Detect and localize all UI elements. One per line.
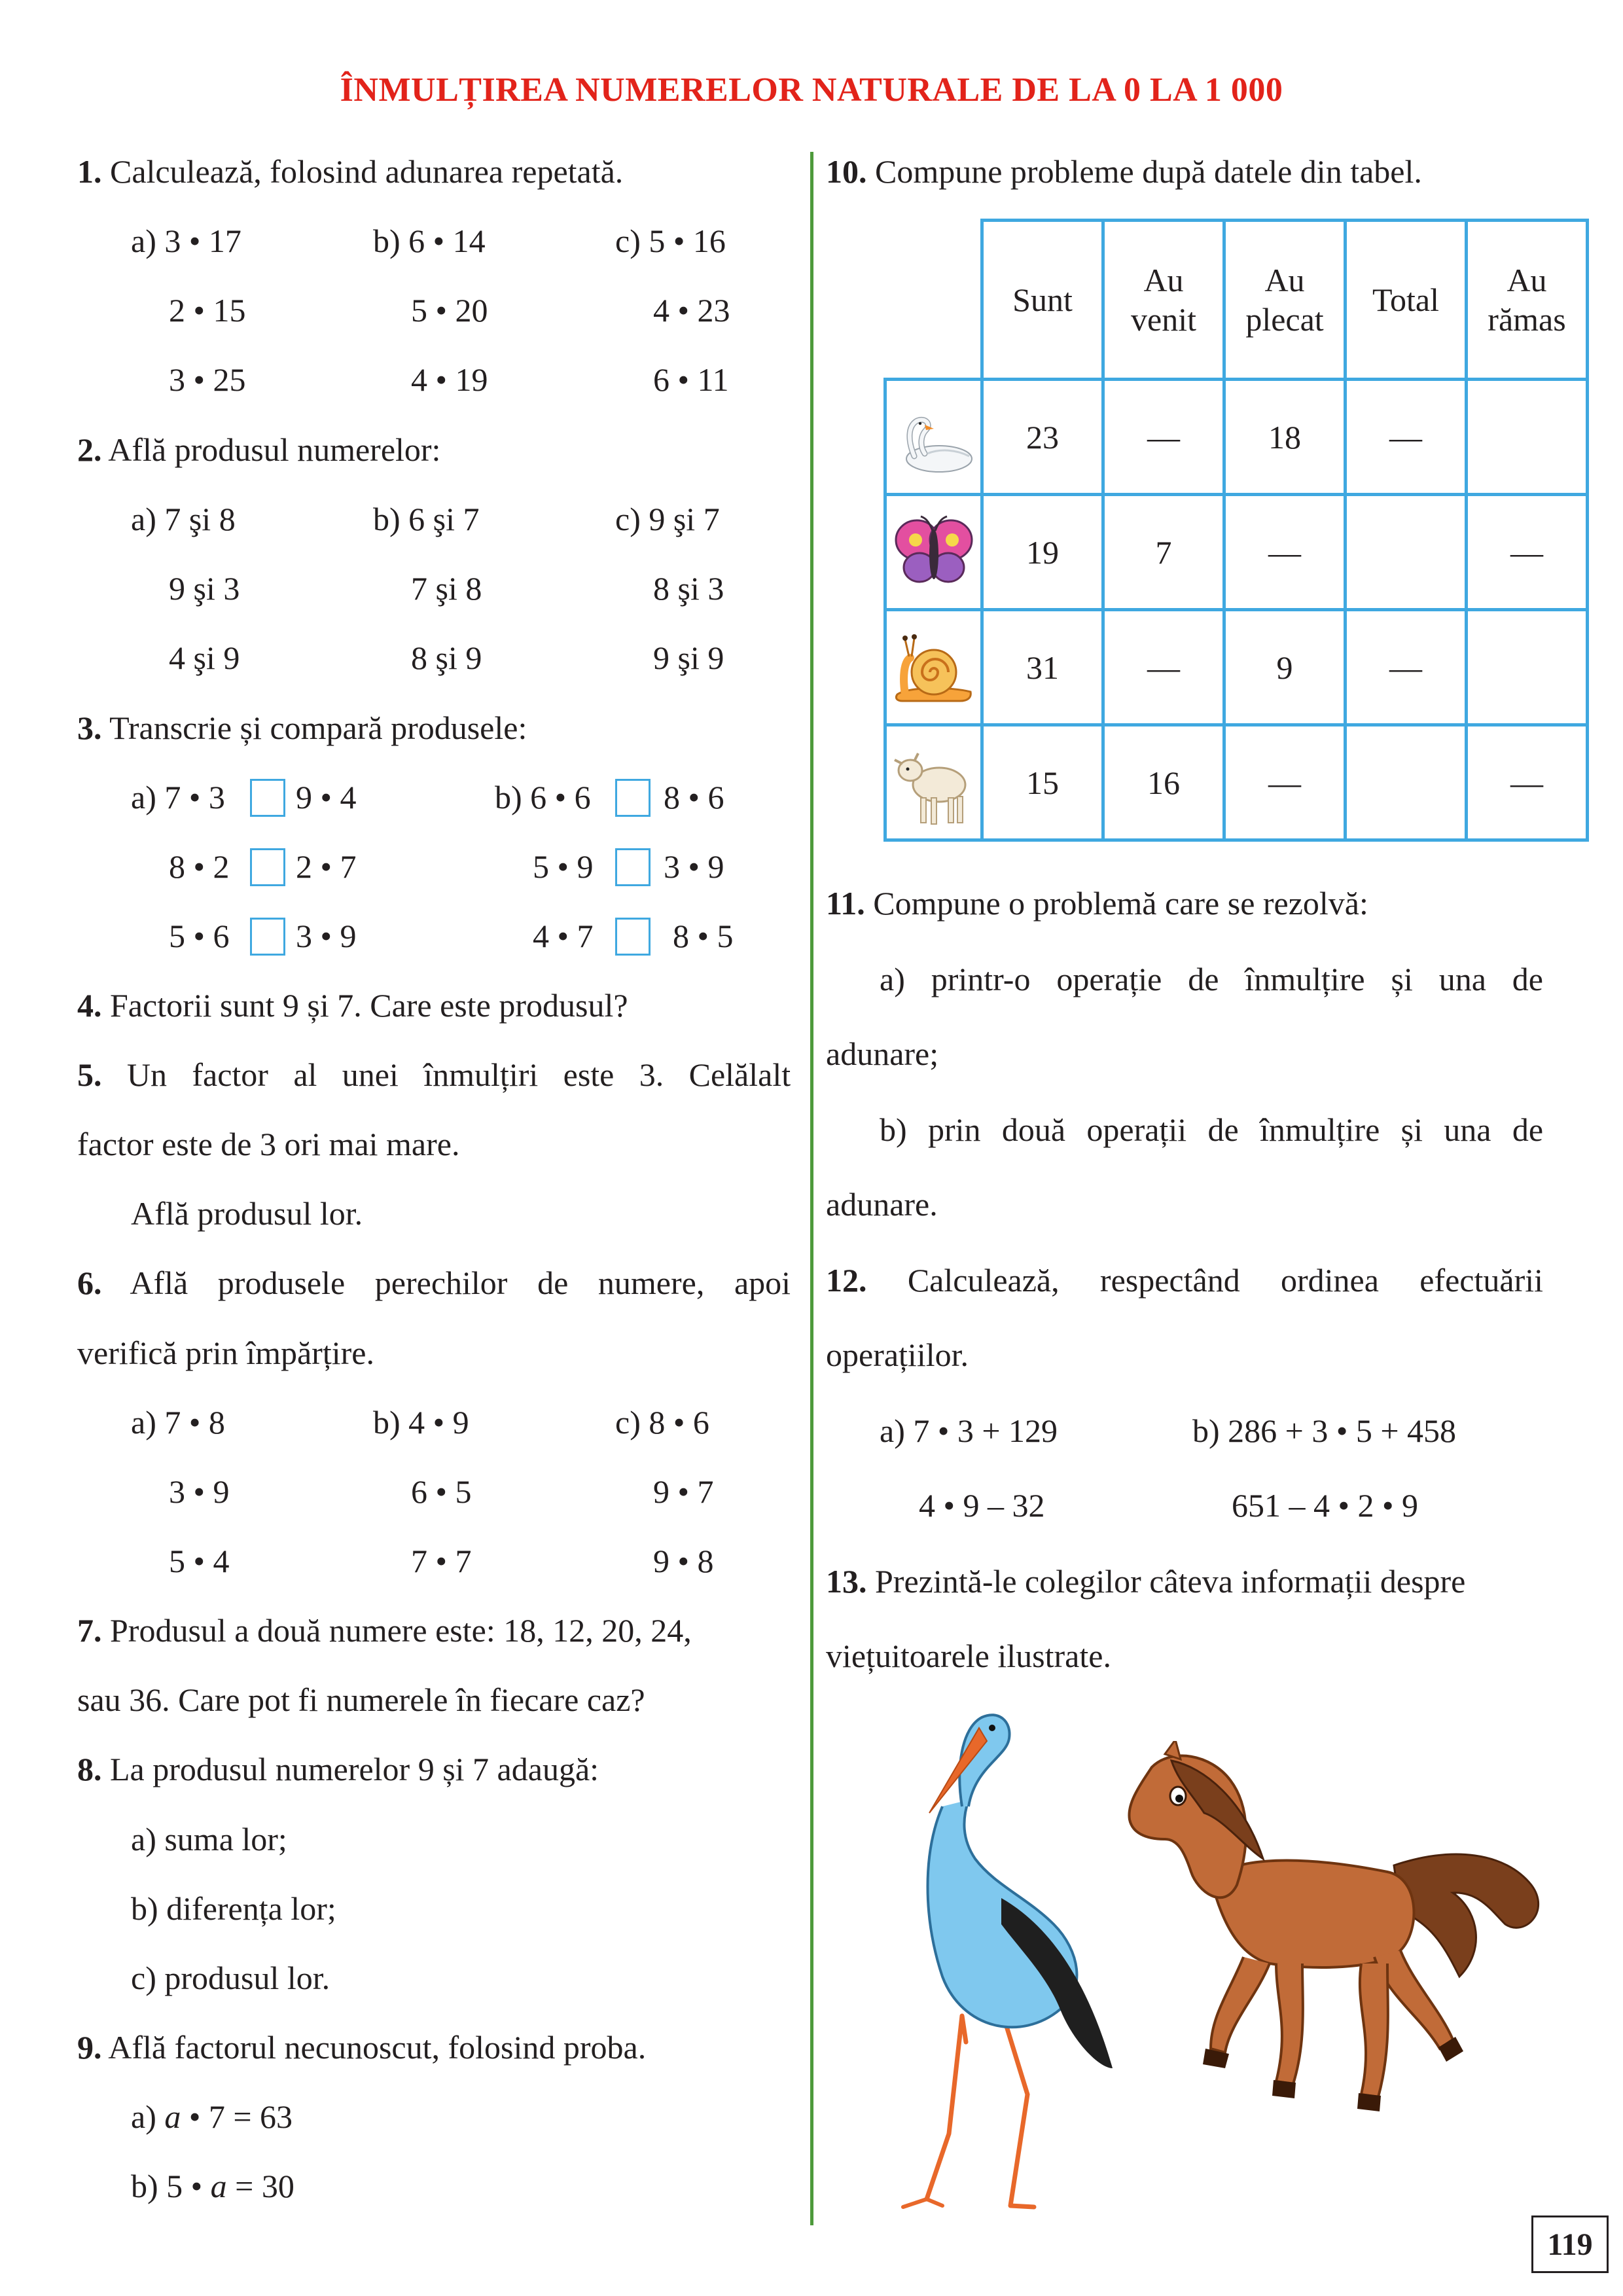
- ex9-equation-a: [131, 2097, 293, 2136]
- table-cell: —: [1101, 378, 1226, 496]
- word: efectuării: [1419, 1262, 1544, 1299]
- exercise-text: Află produsul numerelor:: [101, 431, 441, 468]
- exercise-8-heading: [77, 1749, 599, 1789]
- exercise-number: 9.: [77, 2029, 102, 2066]
- ex1-item: 3 • 25: [169, 361, 246, 398]
- word: două: [1001, 1111, 1066, 1148]
- table-row-icon: [883, 378, 984, 496]
- ex1-item: b) 6 • 14: [373, 223, 486, 259]
- ex2-item: c) 9 şi 7: [615, 501, 720, 537]
- table-row-icon: [883, 608, 984, 726]
- exercise-text: Produsul a două numere este: 18, 12, 20, 24,: [101, 1612, 692, 1649]
- table-cell: 18: [1222, 378, 1347, 496]
- word: produsele: [217, 1265, 346, 1301]
- ex6-item: a) 7 • 8: [131, 1404, 225, 1441]
- ex2-item: 9 şi 3: [169, 570, 240, 607]
- ex12-item: b) 286 + 3 • 5 + 458: [1192, 1412, 1457, 1449]
- word: numere,: [597, 1265, 705, 1301]
- word: factor: [192, 1056, 268, 1093]
- word: b): [880, 1111, 907, 1148]
- table-cell: [1344, 493, 1468, 611]
- swan-icon: [888, 388, 980, 486]
- exercise-11-heading: [826, 884, 1368, 923]
- word: al: [293, 1056, 317, 1093]
- ex1-item: 2 • 15: [169, 292, 246, 329]
- exercise-number: 12.: [826, 1262, 867, 1299]
- exercise-text: Transcrie și compară produsele:: [101, 709, 527, 746]
- table-cell: —: [1344, 608, 1468, 726]
- exercise-text: Calculează, folosind adunarea repetată.: [101, 153, 624, 190]
- exercise-number: 4.: [77, 987, 102, 1024]
- table-header-au-venit: Au venit: [1101, 219, 1226, 381]
- table-row-icon: [883, 723, 984, 842]
- ex8-item: b) diferența lor;: [131, 1890, 336, 1927]
- exercise-text: sau 36. Care pot fi numerele în fiecare caz?: [77, 1681, 645, 1718]
- unknown-variable: a: [164, 2098, 181, 2135]
- ex2-item: a) 7 şi 8: [131, 501, 236, 537]
- ex2-item: 9 şi 9: [653, 639, 724, 676]
- ex2-item: 4 şi 9: [169, 639, 240, 676]
- exercise-number: 5.: [77, 1056, 102, 1093]
- table-cell: 15: [980, 723, 1105, 842]
- word: Află: [130, 1265, 188, 1301]
- ex11-item-a: [880, 960, 1543, 999]
- word: unei: [342, 1056, 399, 1093]
- exercise-text: Prezintă-le colegilor câteva informații despre: [866, 1563, 1466, 1600]
- exercise-text: factor este de 3 ori mai mare.: [77, 1126, 460, 1162]
- table-cell: 9: [1222, 608, 1347, 726]
- table-cell: 31: [980, 608, 1105, 726]
- ex6-item: 3 • 9: [169, 1473, 230, 1510]
- table-cell: —: [1344, 378, 1468, 496]
- ex3-left-expr: b) 6 • 6: [495, 779, 591, 816]
- table-cell: [1344, 723, 1468, 842]
- exercise-6-heading: [77, 1263, 791, 1302]
- table-cell: —: [1222, 493, 1347, 611]
- ex3-left-expr: a) 7 • 3: [131, 779, 225, 816]
- ex9-equation-b: [131, 2166, 294, 2206]
- page-title: ÎNMULȚIREA NUMERELOR NATURALE DE LA 0 LA 1 000: [340, 71, 1283, 109]
- compare-answer-box[interactable]: [250, 848, 285, 886]
- ex6-item: 6 • 5: [411, 1473, 472, 1510]
- word: operație: [1056, 961, 1162, 997]
- word: de: [1512, 961, 1543, 997]
- ex2-item: b) 6 şi 7: [373, 501, 480, 537]
- ex3-left-expr: 5 • 9: [533, 848, 594, 885]
- table-cell: —: [1465, 723, 1589, 842]
- word: Calculează,: [907, 1262, 1060, 1299]
- exercise-3-heading: [77, 708, 527, 747]
- compare-answer-box[interactable]: [615, 848, 651, 886]
- table-header-au-plecat: Au plecat: [1222, 219, 1347, 381]
- exercise-number: 7.: [77, 1612, 102, 1649]
- ex11-item-b: [880, 1110, 1543, 1149]
- table-cell: 16: [1101, 723, 1226, 842]
- horse-illustration: [1113, 1741, 1558, 2134]
- ex1-item: 4 • 19: [411, 361, 488, 398]
- ex3-right-expr: 2 • 7: [296, 848, 357, 885]
- table-row-icon: [883, 493, 984, 611]
- table-header-au-ramas: Au rămas: [1465, 219, 1589, 381]
- equation-part: = 30: [226, 2168, 294, 2204]
- table-cell: [1465, 608, 1589, 726]
- exercise-number: 10.: [826, 153, 867, 190]
- ex6-item: 5 • 4: [169, 1543, 230, 1579]
- word: perechilor: [374, 1265, 508, 1301]
- ex1-item: 4 • 23: [653, 292, 730, 329]
- ex2-item: 8 şi 9: [411, 639, 482, 676]
- exercise-9-heading: [77, 2028, 646, 2067]
- compare-answer-box[interactable]: [615, 918, 651, 956]
- ex2-item: 8 şi 3: [653, 570, 724, 607]
- exercise-number: 2.: [77, 431, 102, 468]
- word: apoi: [734, 1265, 791, 1301]
- ex3-right-expr: 8 • 5: [673, 918, 734, 954]
- ex1-item: a) 3 • 17: [131, 223, 241, 259]
- exercise-2-heading: [77, 430, 440, 469]
- word: printr-o: [931, 961, 1031, 997]
- exercise-text: operațiilor.: [826, 1336, 969, 1373]
- word: și: [1400, 1111, 1423, 1148]
- exercise-text: Compune o problemă care se rezolvă:: [865, 885, 1368, 922]
- word: Un: [126, 1056, 167, 1093]
- ex3-right-expr: 8 • 6: [664, 779, 724, 816]
- exercise-number: 11.: [826, 885, 865, 922]
- table-cell: —: [1465, 493, 1589, 611]
- table-cell: —: [1222, 723, 1347, 842]
- ex3-right-expr: 3 • 9: [664, 848, 724, 885]
- compare-answer-box[interactable]: [250, 779, 285, 817]
- exercise-4-heading: [77, 986, 628, 1025]
- snail-icon: [888, 619, 980, 717]
- word: de: [1207, 1111, 1239, 1148]
- exercise-12-heading: [826, 1261, 1543, 1300]
- compare-answer-box[interactable]: [250, 918, 285, 956]
- table-cell: 19: [980, 493, 1105, 611]
- ex6-item: 9 • 7: [653, 1473, 714, 1510]
- word: prin: [927, 1111, 981, 1148]
- exercise-text: verifică prin împărțire.: [77, 1335, 374, 1371]
- ex3-right-expr: 3 • 9: [296, 918, 357, 954]
- exercise-text: viețuitoarele ilustrate.: [826, 1638, 1111, 1674]
- equation-part: • 7 = 63: [181, 2098, 293, 2135]
- word: 3.: [639, 1056, 664, 1093]
- ex8-item: c) produsul lor.: [131, 1960, 330, 1996]
- word: ordinea: [1281, 1262, 1379, 1299]
- word: a): [880, 961, 905, 997]
- table-header-sunt: Sunt: [980, 219, 1105, 381]
- exercise-5-heading: [77, 1055, 791, 1094]
- ex6-item: 9 • 8: [653, 1543, 714, 1579]
- page-number: 119: [1531, 2215, 1609, 2273]
- word: respectând: [1099, 1262, 1240, 1299]
- unknown-variable: a: [210, 2168, 227, 2204]
- exercise-number: 1.: [77, 153, 102, 190]
- ex3-left-expr: 4 • 7: [533, 918, 594, 954]
- exercise-text: Compune probleme după datele din tabel.: [866, 153, 1422, 190]
- ex12-item: 4 • 9 – 32: [919, 1487, 1045, 1524]
- stork-illustration: [864, 1702, 1139, 2212]
- word: înmulțire: [1259, 1111, 1380, 1148]
- exercise-number: 3.: [77, 709, 102, 746]
- equation-part: a): [131, 2098, 165, 2135]
- exercise-10-heading: [826, 152, 1422, 191]
- exercise-1-heading: [77, 152, 623, 191]
- word: înmulțire: [1245, 961, 1365, 997]
- equation-part: b) 5 •: [131, 2168, 211, 2204]
- ex6-item: 7 • 7: [411, 1543, 472, 1579]
- word: operații: [1086, 1111, 1187, 1148]
- ex3-right-expr: 9 • 4: [296, 779, 357, 816]
- exercise-text: Află factorul necunoscut, folosind proba.: [101, 2029, 647, 2066]
- exercise-text: adunare.: [826, 1186, 938, 1223]
- ex3-left-expr: 8 • 2: [169, 848, 230, 885]
- exercise-text: adunare;: [826, 1035, 939, 1072]
- word: înmulțiri: [423, 1056, 539, 1093]
- ex1-item: 6 • 11: [653, 361, 729, 398]
- word: una: [1438, 961, 1486, 997]
- word: de: [1188, 961, 1219, 997]
- column-divider: [810, 152, 813, 2225]
- compare-answer-box[interactable]: [615, 779, 651, 817]
- ex12-item: a) 7 • 3 + 129: [880, 1412, 1058, 1449]
- exercise-text: La produsul numerelor 9 și 7 adaugă:: [101, 1751, 599, 1787]
- table-cell: [1465, 378, 1589, 496]
- exercise-7-heading: [77, 1611, 692, 1650]
- ex8-item: a) suma lor;: [131, 1821, 287, 1857]
- exercise-number: 6.: [77, 1265, 102, 1301]
- exercise-number: 8.: [77, 1751, 102, 1787]
- word: de: [1512, 1111, 1544, 1148]
- ex1-item: c) 5 • 16: [615, 223, 726, 259]
- table-cell: —: [1101, 608, 1226, 726]
- ex6-item: c) 8 • 6: [615, 1404, 709, 1441]
- exercise-number: 13.: [826, 1563, 867, 1600]
- lamb-icon: [888, 734, 980, 832]
- word: una: [1444, 1111, 1491, 1148]
- exercise-text: Află produsul lor.: [131, 1195, 363, 1232]
- exercise-13-heading: [826, 1562, 1465, 1601]
- word: Celălalt: [688, 1056, 791, 1093]
- exercise-text: Factorii sunt 9 și 7. Care este produsul?: [101, 987, 628, 1024]
- table-cell: 7: [1101, 493, 1226, 611]
- word: și: [1391, 961, 1413, 997]
- ex6-item: b) 4 • 9: [373, 1404, 469, 1441]
- ex12-item: 651 – 4 • 2 • 9: [1232, 1487, 1419, 1524]
- ex3-left-expr: 5 • 6: [169, 918, 230, 954]
- word: de: [537, 1265, 569, 1301]
- butterfly-icon: [888, 503, 980, 601]
- word: este: [563, 1056, 615, 1093]
- ex1-item: 5 • 20: [411, 292, 488, 329]
- ex2-item: 7 şi 8: [411, 570, 482, 607]
- table-cell: 23: [980, 378, 1105, 496]
- table-header-total: Total: [1344, 219, 1468, 381]
